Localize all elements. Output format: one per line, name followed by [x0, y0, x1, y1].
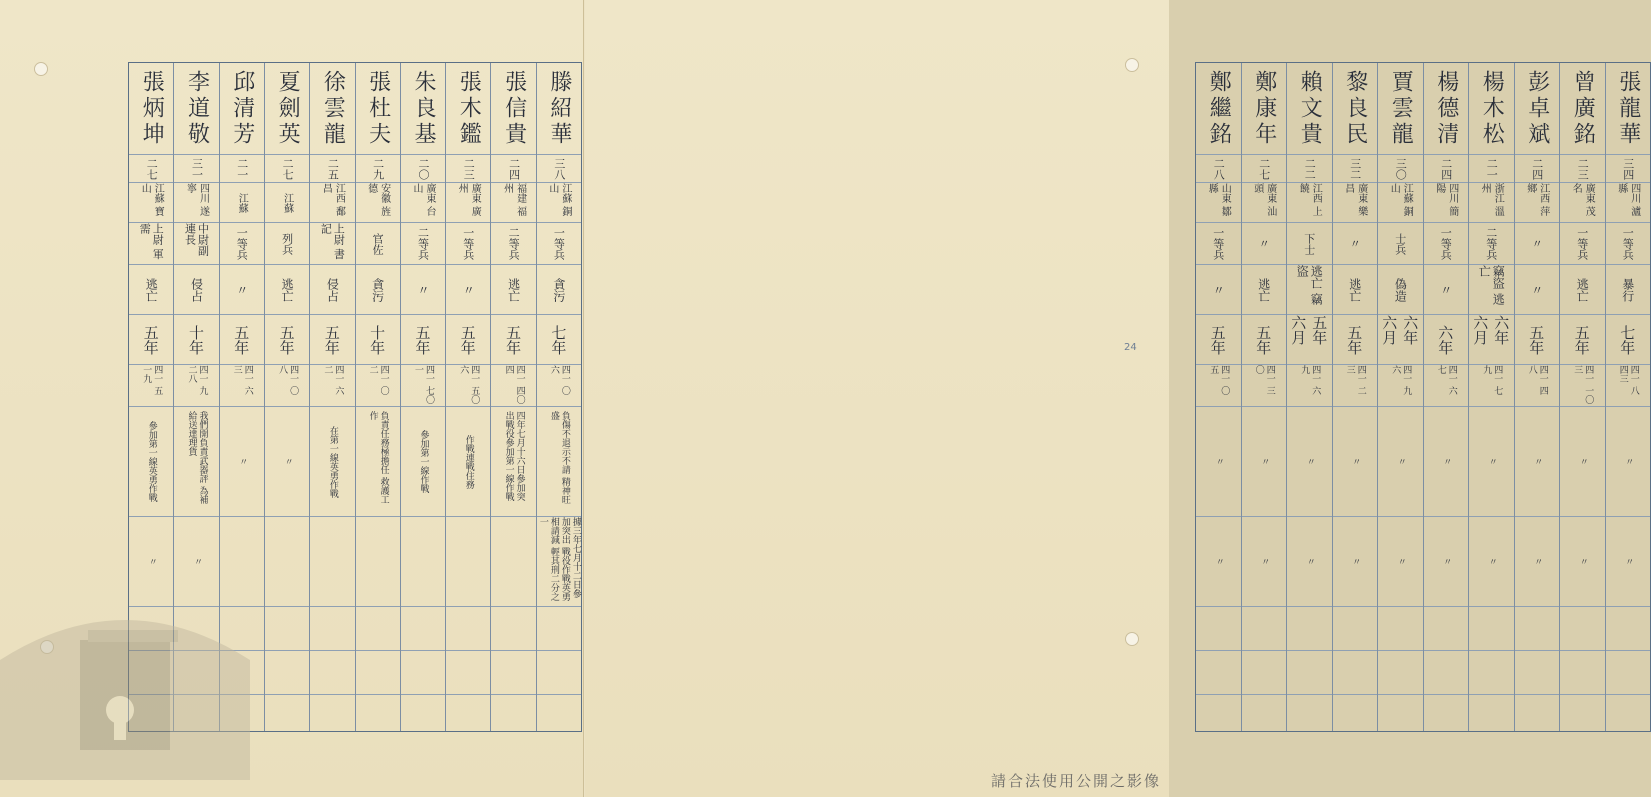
empty-cell — [1606, 695, 1651, 731]
record-age: 三四 — [1606, 155, 1651, 183]
record-sentence: 五年 — [1560, 315, 1605, 365]
record-column — [445, 63, 490, 731]
empty-cell — [1424, 695, 1469, 731]
record-merit-note: 〃 — [1424, 407, 1469, 517]
empty-cell — [1424, 607, 1469, 651]
record-age: 二一 — [220, 155, 264, 183]
record-merit-note: 〃 — [1242, 407, 1287, 517]
record-remark: 據三年七月十二日參加突出 戰役作戰英勇相請減 輕其刑二分之一 — [537, 517, 581, 607]
record-date: 四一 〇 六 — [537, 365, 581, 407]
binding-hole — [1125, 632, 1139, 646]
record-rank: 中尉副 連長 — [174, 223, 218, 265]
record-column — [1559, 63, 1605, 731]
record-offense: 〃 — [446, 265, 490, 315]
record-sentence: 五年 — [220, 315, 264, 365]
record-remark — [265, 517, 309, 607]
empty-cell — [265, 651, 309, 695]
empty-cell — [401, 651, 445, 695]
record-remark: 〃 — [1196, 517, 1241, 607]
record-name: 夏劍英 — [265, 63, 309, 155]
record-rank: 〃 — [1242, 223, 1287, 265]
record-column — [1286, 63, 1332, 731]
empty-cell — [537, 695, 581, 731]
record-name: 黎良民 — [1333, 63, 1378, 155]
record-age: 三二 — [1333, 155, 1378, 183]
record-merit-note: 負傷不退示不請 精神旺盛 — [537, 407, 581, 517]
record-merit-note: 作戰連戰住務 — [446, 407, 490, 517]
record-rank: 〃 — [1333, 223, 1378, 265]
record-sentence: 六年 — [1424, 315, 1469, 365]
record-sentence: 五年 — [1196, 315, 1241, 365]
record-age: 二七 — [265, 155, 309, 183]
record-rank: 下士 — [1287, 223, 1332, 265]
empty-cell — [1378, 695, 1423, 731]
record-sentence: 五年 — [129, 315, 173, 365]
record-name: 楊木松 — [1469, 63, 1514, 155]
record-rank: 一等兵 — [1606, 223, 1651, 265]
record-merit-note: 〃 — [1287, 407, 1332, 517]
record-native-place: 福建 福州 — [491, 183, 535, 223]
record-native-place: 廣東 樂昌 — [1333, 183, 1378, 223]
left-page — [0, 0, 584, 797]
record-native-place: 江西 上饒 — [1287, 183, 1332, 223]
record-column — [400, 63, 445, 731]
empty-cell — [1469, 695, 1514, 731]
record-rank: 〃 — [1515, 223, 1560, 265]
record-offense: 暴行 — [1606, 265, 1651, 315]
record-sentence: 五年 — [446, 315, 490, 365]
record-merit-note: 〃 — [1333, 407, 1378, 517]
record-offense: 貪污 — [537, 265, 581, 315]
record-date: 四一 二 三 — [1333, 365, 1378, 407]
empty-cell — [491, 695, 535, 731]
record-column — [1605, 63, 1651, 731]
empty-cell — [1196, 607, 1241, 651]
record-native-place: 四川 瀘縣 — [1606, 183, 1651, 223]
record-sentence: 五年 — [310, 315, 354, 365]
record-offense: 侵占 — [174, 265, 218, 315]
record-offense: 〃 — [401, 265, 445, 315]
record-sentence: 五年 — [401, 315, 445, 365]
empty-cell — [310, 695, 354, 731]
record-age: 三〇 — [1378, 155, 1423, 183]
empty-cell — [1469, 651, 1514, 695]
empty-cell — [1515, 695, 1560, 731]
record-date: 四一 六 七 — [1424, 365, 1469, 407]
record-age: 二一 — [1469, 155, 1514, 183]
record-date: 四一 〇 二 — [356, 365, 400, 407]
record-merit-note: 〃 — [1196, 407, 1241, 517]
record-remark: 〃 — [1287, 517, 1332, 607]
empty-cell — [537, 607, 581, 651]
record-rank: 一等兵 — [1424, 223, 1469, 265]
empty-cell — [1333, 695, 1378, 731]
empty-cell — [1606, 607, 1651, 651]
record-name: 彭卓斌 — [1515, 63, 1560, 155]
empty-cell — [446, 695, 490, 731]
record-sentence: 五年 — [1333, 315, 1378, 365]
empty-cell — [401, 695, 445, 731]
record-offense: 竊盜 逃亡 — [1469, 265, 1514, 315]
record-merit-note: 〃 — [1469, 407, 1514, 517]
record-offense: 〃 — [1424, 265, 1469, 315]
empty-cell — [1424, 651, 1469, 695]
record-merit-note: 〃 — [1560, 407, 1605, 517]
record-offense: 逃亡 — [1560, 265, 1605, 315]
record-merit-note: 〃 — [265, 407, 309, 517]
empty-cell — [1560, 607, 1605, 651]
record-column — [355, 63, 400, 731]
record-rank: 士兵 — [1378, 223, 1423, 265]
empty-cell — [1242, 695, 1287, 731]
empty-cell — [265, 695, 309, 731]
record-merit-note: 參加第一線英勇作戰 — [129, 407, 173, 517]
empty-cell — [1242, 651, 1287, 695]
record-age: 二三 — [1560, 155, 1605, 183]
record-offense: 逃亡 — [1242, 265, 1287, 315]
record-native-place: 廣東 汕頭 — [1242, 183, 1287, 223]
record-rank: 一等兵 — [220, 223, 264, 265]
record-offense: 逃亡 — [265, 265, 309, 315]
record-age: 三八 — [537, 155, 581, 183]
empty-cell — [310, 651, 354, 695]
empty-cell — [1378, 607, 1423, 651]
record-name: 李道敬 — [174, 63, 218, 155]
record-date: 四一 七〇 一 — [401, 365, 445, 407]
record-sentence: 五年 六月 — [1287, 315, 1332, 365]
empty-cell — [1287, 651, 1332, 695]
record-sentence: 十年 — [356, 315, 400, 365]
record-native-place: 廣東 台山 — [401, 183, 445, 223]
empty-cell — [446, 607, 490, 651]
record-date: 四一 四 八 — [1515, 365, 1560, 407]
record-name: 張龍華 — [1606, 63, 1651, 155]
record-date: 四一 六 二 — [310, 365, 354, 407]
record-date: 四一 五〇 六 — [446, 365, 490, 407]
record-offense: 侵占 — [310, 265, 354, 315]
record-age: 二五 — [310, 155, 354, 183]
record-native-place: 江蘇 — [265, 183, 309, 223]
record-sentence: 五年 — [491, 315, 535, 365]
record-merit-note: 〃 — [220, 407, 264, 517]
record-name: 徐雲龍 — [310, 63, 354, 155]
record-remark: 〃 — [129, 517, 173, 607]
record-remark: 〃 — [1469, 517, 1514, 607]
record-date: 四一 〇 八 — [265, 365, 309, 407]
empty-cell — [537, 651, 581, 695]
empty-cell — [1469, 607, 1514, 651]
record-remark: 〃 — [1242, 517, 1287, 607]
record-column — [1423, 63, 1469, 731]
record-merit-note: 〃 — [1515, 407, 1560, 517]
record-remark: 〃 — [1333, 517, 1378, 607]
record-merit-note: 在第一線英勇作戰 — [310, 407, 354, 517]
record-date: 四一 四〇 四 — [491, 365, 535, 407]
archive-logo-watermark — [0, 600, 250, 780]
record-remark: 〃 — [1560, 517, 1605, 607]
record-offense: 〃 — [220, 265, 264, 315]
record-offense: 逃亡 竊盜 — [1287, 265, 1332, 315]
record-native-place: 四川 遂寧 — [174, 183, 218, 223]
record-rank: 官佐 — [356, 223, 400, 265]
record-native-place: 浙江 溫州 — [1469, 183, 1514, 223]
record-sentence: 五年 — [265, 315, 309, 365]
record-native-place: 江蘇 銅山 — [537, 183, 581, 223]
record-date: 四一 八 四三 — [1606, 365, 1651, 407]
record-offense: 〃 — [1515, 265, 1560, 315]
record-sentence: 七年 — [537, 315, 581, 365]
record-remark: 〃 — [1515, 517, 1560, 607]
record-column — [1241, 63, 1287, 731]
record-column — [536, 63, 581, 731]
empty-cell — [356, 651, 400, 695]
record-native-place: 安徽 旌德 — [356, 183, 400, 223]
empty-cell — [1196, 651, 1241, 695]
record-sentence: 十年 — [174, 315, 218, 365]
record-offense: 逃亡 — [129, 265, 173, 315]
record-date: 四一 〇 五 — [1196, 365, 1241, 407]
binding-hole — [34, 62, 48, 76]
record-merit-note: 我們開負責武器評 為補給送達理貨 — [174, 407, 218, 517]
record-offense: 逃亡 — [1333, 265, 1378, 315]
record-column — [490, 63, 535, 731]
record-name: 張炳坤 — [129, 63, 173, 155]
record-offense: 偽造 — [1378, 265, 1423, 315]
record-name: 張信貴 — [491, 63, 535, 155]
record-age: 二四 — [491, 155, 535, 183]
record-rank: 一等兵 — [537, 223, 581, 265]
record-sentence: 五年 — [1515, 315, 1560, 365]
empty-cell — [491, 607, 535, 651]
record-name: 張杜夫 — [356, 63, 400, 155]
record-merit-note: 〃 — [1378, 407, 1423, 517]
record-name: 朱良基 — [401, 63, 445, 155]
record-remark — [356, 517, 400, 607]
record-date: 四一 一〇 三 — [1560, 365, 1605, 407]
record-rank: 列兵 — [265, 223, 309, 265]
record-rank: 二等兵 — [1469, 223, 1514, 265]
record-name: 曾廣銘 — [1560, 63, 1605, 155]
record-age: 二二 — [1287, 155, 1332, 183]
record-native-place: 江西 萍鄉 — [1515, 183, 1560, 223]
record-rank: 一等兵 — [1196, 223, 1241, 265]
record-name: 張木鑑 — [446, 63, 490, 155]
record-native-place: 四川 簡陽 — [1424, 183, 1469, 223]
record-offense: 逃亡 — [491, 265, 535, 315]
record-rank: 二等兵 — [491, 223, 535, 265]
record-name: 鄭康年 — [1242, 63, 1287, 155]
record-age: 二七 — [129, 155, 173, 183]
empty-cell — [310, 607, 354, 651]
page-number: 24 — [1124, 342, 1137, 353]
record-date: 四一 七 九 — [1469, 365, 1514, 407]
record-name: 邱清芳 — [220, 63, 264, 155]
record-merit-note: 四年七月十六日參加突 出戰役參加第一線作戰 — [491, 407, 535, 517]
right-ledger-table — [1195, 62, 1651, 732]
empty-cell — [1515, 607, 1560, 651]
binding-hole — [1125, 58, 1139, 72]
record-age: 二九 — [356, 155, 400, 183]
empty-cell — [1333, 607, 1378, 651]
record-age: 二四 — [1424, 155, 1469, 183]
empty-cell — [356, 695, 400, 731]
empty-cell — [356, 607, 400, 651]
record-native-place: 江蘇 — [220, 183, 264, 223]
record-date: 四一 九 六 — [1378, 365, 1423, 407]
record-date: 四一 六 九 — [1287, 365, 1332, 407]
record-sentence: 五年 — [1242, 315, 1287, 365]
record-remark: 〃 — [1378, 517, 1423, 607]
record-name: 賈雲龍 — [1378, 63, 1423, 155]
empty-cell — [1287, 695, 1332, 731]
record-age: 三一 — [174, 155, 218, 183]
empty-cell — [1333, 651, 1378, 695]
record-name: 鄭繼銘 — [1196, 63, 1241, 155]
record-rank: 一等兵 — [1560, 223, 1605, 265]
record-remark — [491, 517, 535, 607]
empty-cell — [1606, 651, 1651, 695]
record-native-place: 山東 鄒縣 — [1196, 183, 1241, 223]
record-column — [1196, 63, 1241, 731]
record-remark: 〃 — [1606, 517, 1651, 607]
record-date: 四一 五 一九 — [129, 365, 173, 407]
empty-cell — [1515, 651, 1560, 695]
record-age: 二〇 — [401, 155, 445, 183]
record-remark — [220, 517, 264, 607]
record-merit-note: 參加第一線作戰 — [401, 407, 445, 517]
record-name: 楊德清 — [1424, 63, 1469, 155]
record-remark: 〃 — [1424, 517, 1469, 607]
record-native-place: 江蘇 銅山 — [1378, 183, 1423, 223]
record-name: 賴文貴 — [1287, 63, 1332, 155]
record-column — [264, 63, 309, 731]
record-age: 二四 — [1515, 155, 1560, 183]
record-merit-note: 〃 — [1606, 407, 1651, 517]
record-name: 滕紹華 — [537, 63, 581, 155]
record-column — [309, 63, 354, 731]
record-column — [1468, 63, 1514, 731]
record-rank: 上尉 書記 — [310, 223, 354, 265]
record-remark — [310, 517, 354, 607]
empty-cell — [1378, 651, 1423, 695]
record-sentence: 六年 六月 — [1469, 315, 1514, 365]
record-column — [1332, 63, 1378, 731]
record-rank: 二等兵 — [401, 223, 445, 265]
record-age: 二八 — [1196, 155, 1241, 183]
empty-cell — [1242, 607, 1287, 651]
record-date: 四一 六 三 — [220, 365, 264, 407]
record-offense: 貪污 — [356, 265, 400, 315]
record-sentence: 六年 六月 — [1378, 315, 1423, 365]
record-age: 二七 — [1242, 155, 1287, 183]
record-column — [1377, 63, 1423, 731]
record-native-place: 江西 鄱昌 — [310, 183, 354, 223]
empty-cell — [1287, 607, 1332, 651]
empty-cell — [491, 651, 535, 695]
record-date: 四一 九 二八 — [174, 365, 218, 407]
record-remark — [446, 517, 490, 607]
empty-cell — [401, 607, 445, 651]
record-remark: 〃 — [174, 517, 218, 607]
record-rank: 一等兵 — [446, 223, 490, 265]
record-merit-note: 負責任務極擔任 救護工作 — [356, 407, 400, 517]
usage-notice: 請合法使用公開之影像 — [990, 772, 1161, 790]
record-column — [1514, 63, 1560, 731]
record-age: 二三 — [446, 155, 490, 183]
record-native-place: 江蘇 寶山 — [129, 183, 173, 223]
record-native-place: 廣東 茂名 — [1560, 183, 1605, 223]
record-offense: 〃 — [1196, 265, 1241, 315]
record-remark — [401, 517, 445, 607]
empty-cell — [1560, 695, 1605, 731]
empty-cell — [1196, 695, 1241, 731]
record-native-place: 廣東 廣州 — [446, 183, 490, 223]
empty-cell — [446, 651, 490, 695]
record-sentence: 七年 — [1606, 315, 1651, 365]
record-date: 四一 三 〇 — [1242, 365, 1287, 407]
right-page — [585, 0, 1641, 797]
record-rank: 上尉 軍需 — [129, 223, 173, 265]
empty-cell — [265, 607, 309, 651]
empty-cell — [1560, 651, 1605, 695]
